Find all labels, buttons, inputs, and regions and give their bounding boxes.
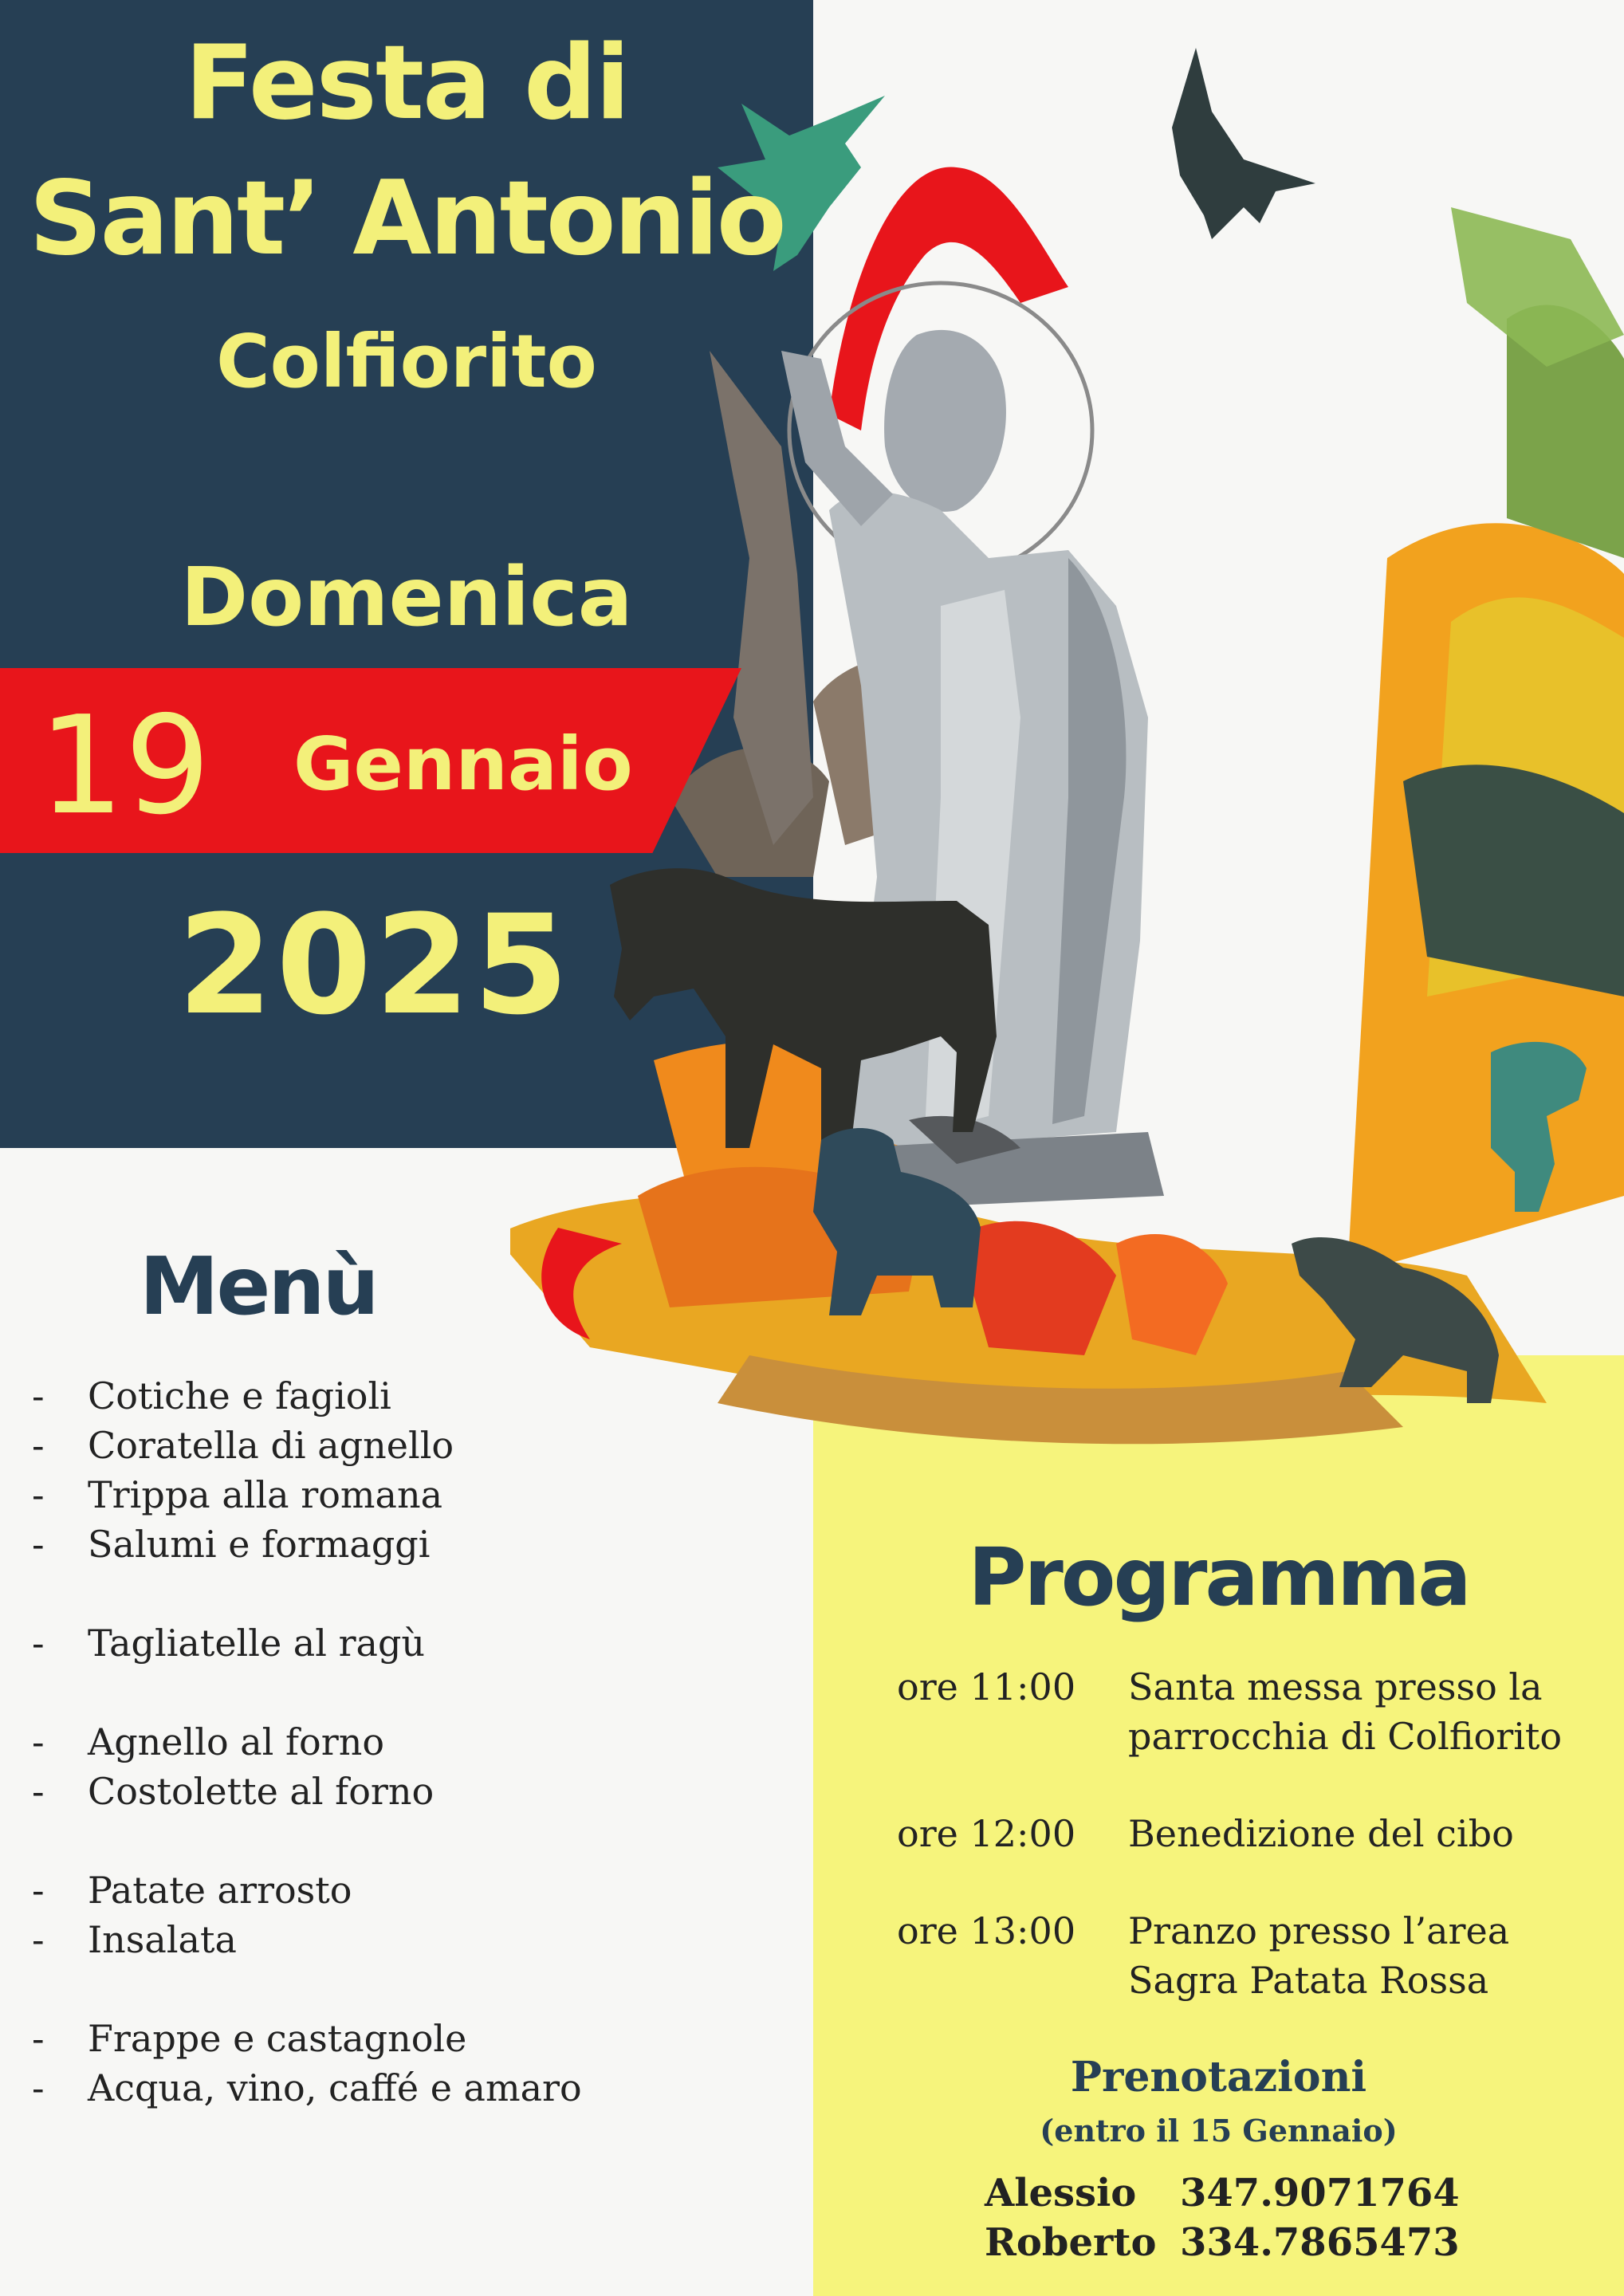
contact-list xyxy=(985,2168,1460,2267)
menu-item: - Frappe e castagnole xyxy=(32,2017,467,2060)
menu-item: - Patate arrosto xyxy=(32,1869,352,1912)
menu-group xyxy=(32,1717,797,1816)
reservations-deadline: (entro il 15 Gennaio) xyxy=(1040,2113,1398,2149)
event-location: Colfiorito xyxy=(216,319,597,404)
contact-phone[interactable]: 347.9071764 xyxy=(1180,2171,1460,2215)
menu-list xyxy=(32,1371,797,2162)
program-list xyxy=(897,1662,1614,2053)
menu-group xyxy=(32,1371,797,1569)
menu-group xyxy=(32,2014,797,2113)
menu-item: - Tagliatelle al ragù xyxy=(32,1622,426,1665)
program-time: ore 12:00 xyxy=(897,1812,1076,1855)
program-title: Programma xyxy=(968,1531,1469,1624)
reservations-title: Prenotazioni xyxy=(1070,2053,1367,2101)
contact-item xyxy=(985,2218,1460,2267)
program-item xyxy=(897,1662,1614,1761)
program-item xyxy=(897,1809,1614,1858)
program-description: Benedizione del cibo xyxy=(1128,1812,1514,1855)
program-description: Santa messa presso la parrocchia di Colfiorito xyxy=(1128,1665,1563,1758)
event-day: Domenica xyxy=(180,550,633,645)
menu-item: - Agnello al forno xyxy=(32,1720,385,1763)
contact-name: Alessio xyxy=(985,2171,1137,2215)
event-date-month: Gennaio xyxy=(293,721,633,807)
event-year: 2025 xyxy=(177,885,572,1045)
menu-item: - Insalata xyxy=(32,1918,237,1961)
menu-group xyxy=(32,1618,797,1668)
menu-item: - Trippa alla romana xyxy=(32,1473,442,1516)
menu-item: - Costolette al forno xyxy=(32,1770,435,1813)
menu-item: - Salumi e formaggi xyxy=(32,1523,431,1566)
contact-item xyxy=(985,2168,1460,2218)
contact-name: Roberto xyxy=(985,2220,1157,2265)
contact-phone[interactable]: 334.7865473 xyxy=(1180,2220,1460,2265)
menu-title: Menù xyxy=(140,1240,377,1333)
event-title-line1: Festa di xyxy=(184,24,629,143)
program-item xyxy=(897,1906,1614,2005)
program-description: Pranzo presso l’area Sagra Patata Rossa xyxy=(1128,1909,1510,2002)
menu-group xyxy=(32,1866,797,1964)
menu-item: - Coratella di agnello xyxy=(32,1424,454,1467)
menu-item: - Cotiche e fagioli xyxy=(32,1374,391,1417)
menu-item: - Acqua, vino, caffé e amaro xyxy=(32,2066,582,2109)
event-date-number: 19 xyxy=(38,687,211,845)
event-title-line2: Sant’ Antonio xyxy=(29,159,784,278)
program-time: ore 11:00 xyxy=(897,1665,1076,1708)
program-time: ore 13:00 xyxy=(897,1909,1076,1952)
bird-icon xyxy=(1172,48,1315,239)
